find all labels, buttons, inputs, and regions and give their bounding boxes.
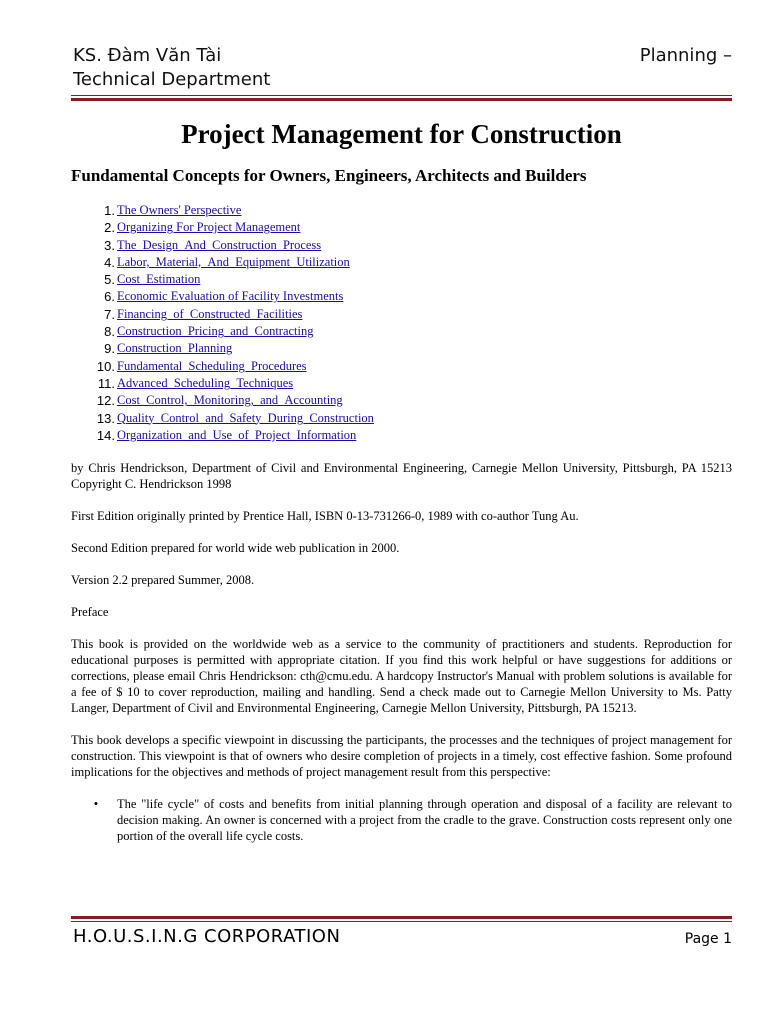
toc-item-link[interactable]: Organizing For Project Management (117, 220, 301, 235)
toc-item (71, 358, 732, 375)
document-subtitle: Fundamental Concepts for Owners, Engineers, Architects and Builders (71, 166, 587, 185)
preface-paragraph-2: This book develops a specific viewpoint in discussing the participants, the processes and the techniques of project management for construction. This viewpoint is that of owners who desire completion of projects in a timely, cost effective fashion. Some profound implications for the objectives and methods of project management result from this perspective: (71, 733, 732, 780)
second-edition-paragraph: Second Edition prepared for world wide web publication in 2000. (71, 541, 400, 556)
toc-item-number: 5. (104, 272, 115, 288)
table-of-contents (71, 202, 732, 444)
toc-item-link[interactable]: Cost_Estimation (117, 272, 201, 287)
toc-item-number: 6. (104, 289, 115, 305)
toc-item-number: 12. (96, 393, 115, 409)
toc-item-number: 4. (104, 254, 115, 270)
toc-item-link[interactable]: Cost_Control,_Monitoring,_and_Accounting (117, 393, 343, 408)
bullet-item (71, 796, 732, 844)
toc-item-link[interactable]: Economic Evaluation of Facility Investments (117, 289, 344, 304)
toc-item-number: 11. (97, 375, 115, 391)
toc-item-number: 8. (104, 324, 115, 340)
preface-paragraph-1: This book is provided on the worldwide web as a service to the community of practitioners and students. Reproduction for educational purposes is permitted with appropriate citation. If you find this work helpful or have suggestions for additions or corrections, please email Chris Hendrickson: cth@cmu.edu. A hardcopy Instructor's Manual with problem solutions is available for a fee of $ 10 to cover reproduction, mailing and handling. Send a check made out to Carnegie Mellon University to Ms. Patty Langer, Department of Civil and Environmental Engineering, Carnegie Mellon University, Pittsburgh, PA 15213. (71, 637, 732, 716)
footer-rule (71, 916, 732, 922)
toc-item (71, 323, 732, 340)
toc-item (71, 288, 732, 305)
toc-item (71, 202, 732, 219)
bullet-icon: • (93, 797, 99, 812)
toc-item-link[interactable]: The_Design_And_Construction_Process (117, 237, 322, 252)
bullet-text: The "life cycle" of costs and benefits from initial planning through operation and disposal of a facility are relevant to decision making. An owner is concerned with a project from the cradle to the grave. Construction costs represent only one portion of the overall life cycle costs. (117, 797, 732, 844)
preface-heading: Preface (71, 605, 109, 620)
toc-item-link[interactable]: Construction_Pricing_and_Contracting (117, 324, 314, 339)
toc-item-link[interactable]: Labor,_Material,_And_Equipment_Utilization (117, 254, 350, 269)
byline-paragraph: by Chris Hendrickson, Department of Civil and Environmental Engineering, Carnegie Mellon University, Pittsburgh, PA 15213 Copyright C. Hendrickson 1998 (71, 461, 732, 492)
toc-item (71, 219, 732, 236)
toc-item-link[interactable]: Quality_Control_and_Safety_During_Construction (117, 410, 374, 425)
page-header-left (73, 44, 270, 92)
document-body (71, 114, 732, 844)
toc-item (71, 271, 732, 288)
toc-item (71, 375, 732, 392)
toc-item-link[interactable]: Financing_of_Constructed_Facilities (117, 306, 303, 321)
first-edition-paragraph: First Edition originally printed by Prentice Hall, ISBN 0-13-731266-0, 1989 with co-author Tung Au. (71, 509, 579, 524)
toc-item-number: 7. (104, 306, 115, 322)
footer-company: H.O.U.S.I.N.G CORPORATION (73, 926, 341, 947)
header-rule (71, 95, 732, 101)
header-department: Technical Department (73, 69, 271, 90)
toc-item-number: 13. (96, 410, 115, 426)
toc-item (71, 392, 732, 409)
toc-item-link[interactable]: Construction_Planning (117, 341, 233, 356)
footer-page-number: Page 1 (684, 931, 732, 947)
toc-item (71, 427, 732, 444)
document-title: Project Management for Construction (181, 119, 622, 149)
toc-item (71, 237, 732, 254)
toc-item-link[interactable]: Organization_and_Use_of_Project_Information (117, 427, 357, 442)
toc-item-number: 14. (96, 427, 115, 443)
toc-item (71, 254, 732, 271)
toc-item-number: 9. (104, 341, 115, 357)
toc-item-number: 10. (96, 358, 115, 374)
header-section: Planning – (639, 45, 732, 66)
toc-item (71, 306, 732, 323)
toc-item-number: 2. (104, 220, 115, 236)
toc-item (71, 410, 732, 427)
toc-item-number: 1. (104, 203, 115, 218)
toc-item-number: 3. (104, 237, 115, 253)
toc-item-link[interactable]: Fundamental_Scheduling_Procedures (117, 358, 307, 373)
version-paragraph: Version 2.2 prepared Summer, 2008. (71, 573, 255, 588)
toc-item-link[interactable]: The Owners' Perspective (117, 203, 242, 217)
toc-item (71, 340, 732, 357)
header-author: KS. Đàm Văn Tài (73, 45, 222, 66)
toc-item-link[interactable]: Advanced_Scheduling_Techniques (117, 375, 294, 390)
